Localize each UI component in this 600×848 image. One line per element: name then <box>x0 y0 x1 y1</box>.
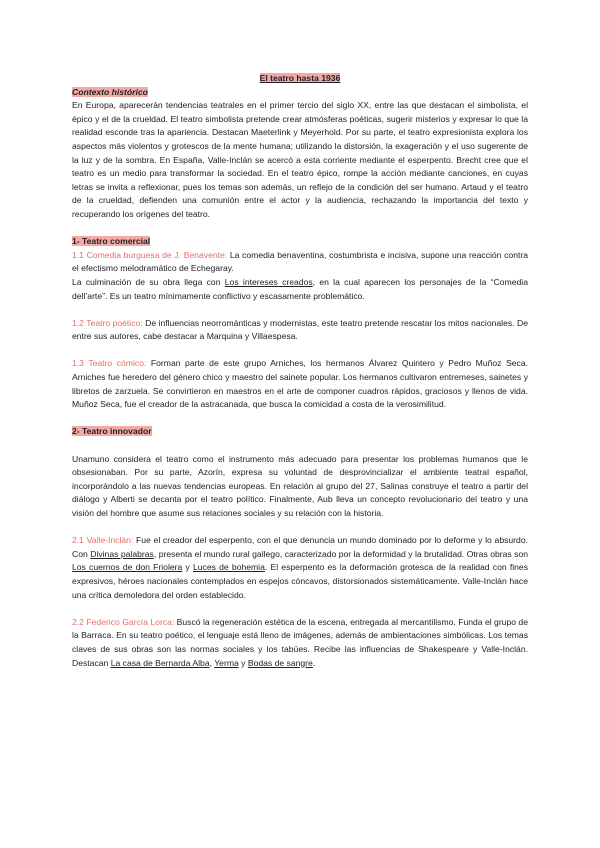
section-commercial-heading: 1- Teatro comercial <box>72 236 151 247</box>
section-innovative-heading: 2- Teatro innovador <box>72 426 152 437</box>
work-title: Los cuernos de don Friolera <box>72 562 183 573</box>
subsection-label: 1.3 Teatro cómico: <box>72 358 147 369</box>
document-title: El teatro hasta 1936 <box>259 73 341 83</box>
work-title: Luces de bohemia <box>193 562 265 573</box>
subsection-comic: 1.3 Teatro cómico: Forman parte de este grupo Arniches, los hermanos Álvarez Quintero y Pedro Muñoz Seca. Arniches fue heredero del género chico y maestro del sainete popular. Los hermanos cultivaron entremeses, sainetes y libretos de zarzuela. Se convirtieron en maestros en el arte de componer cuadros rápidos, graciosos y llenos de vida. Muñoz Seca, fue el creador de la astracanada, que busca la comicidad a costa de la verosimilitud. <box>72 358 528 410</box>
work-title: Divinas palabras <box>90 548 154 559</box>
subsection-label: 2.1 Valle-Inclán: <box>72 535 134 546</box>
subsection-label: 1.2 Teatro poético: <box>72 317 143 328</box>
work-title: Bodas de sangre <box>247 657 313 668</box>
context-heading: Contexto histórico <box>72 86 148 97</box>
benavente-paragraph: La culminación de su obra llega con Los intereses creados, en la cual aparecen los personajes de la “Comedia dell’arte”. Es un teatro mínimamente conflictivo y escasamente problemático. <box>72 276 528 301</box>
work-title: La casa de Bernarda Alba <box>110 657 210 668</box>
subsection-valle-inclan: 2.1 Valle-Inclán: Fue el creador del esperpento, con el que denuncia un mundo dominado por lo deforme y lo absurdo. Con Divinas palabras, presenta el mundo rural gallego, caracterizado por la deformidad y la brutalidad. Otras obras son Los cuernos de don Friolera y Luces de bohemia. El esperpento es la deformación grotesca de la realidad con fines expresivos, héroes nacionales contemplados en espejos cóncavos, distorsionados sistemáticamente. Valle-Inclán hace una crítica demoledora del orden establecido. <box>72 535 529 600</box>
title-block <box>72 72 528 86</box>
document-page <box>72 72 528 670</box>
subsection-label: 2.2 Federico García Lorca: <box>72 616 175 627</box>
subsection-label: 1.1 Comedia burguesa de J. Benavente: <box>72 249 228 260</box>
work-title: Los intereses creados <box>224 276 313 287</box>
work-title: Yerma <box>214 657 239 668</box>
subsection-benavente: 1.1 Comedia burguesa de J. Benavente: La comedia benaventina, costumbrista e incisiva, supone una reacción contra el efectismo melodramático de Echegaray. <box>72 249 529 274</box>
subsection-poetic: 1.2 Teatro poético: De influencias neorrománticas y modernistas, este teatro pretende rescatar los mitos nacionales. De entre sus autores, cabe destacar a Marquina y Villaespesa. <box>72 317 528 342</box>
innovative-intro: Unamuno considera el teatro como el instrumento más adecuado para presentar los problemas humanos que le obsesionaban. Por su parte, Azorín, expresa su voluntad de desprovincializar el ambiente teatral español, incorporándolo a las nuevas tendencias europeas. En relación al grupo del 27, Salinas construye el teatro a partir del diálogo y Alberti se decanta por el teatro político. Finalmente, Aub lleva un concepto revolucionario del teatro y una visión del hombre que asume sus relaciones sociales y su relación con la historia. <box>72 453 528 518</box>
context-paragraph: En Europa, aparecerán tendencias teatrales en el primer tercio del siglo XX, entre las que destacan el simbolista, el épico y el de la crueldad. El teatro simbolista pretende crear atmósferas poéticas, sugerir misterios y expresar lo que la realidad esconde tras la apariencia. Destacan Maeterlink y Meyerhold. Por su parte, el teatro expresionista explora los aspectos más violentos y grotescos de la mente humana; utilizando la distorsión, la exageración y el uso sugerente de la luz y de la sombra. En España, Valle-Inclán se acercó a esta corriente mediante el esperpento. Brecht cree que el teatro es un medio para transformar la sociedad. En el teatro épico, rompe la acción mediante canciones, en cuyas letras se invita a reflexionar, pues los temas son además, un reflejo de la condición del ser humano. Artaud y el teatro de la crueldad, defienden una comunión entre el actor y la audiencia, rechazando la importancia del texto y recuperando los orígenes del teatro. <box>72 100 528 219</box>
subsection-lorca: 2.2 Federico García Lorca: Buscó la regeneración estética de la escena, entregada al mercantilismo. Funda el grupo de la Barraca. En su teatro poético, el lenguaje está lleno de imágenes, además de ambientaciones simbólicas. Los temas claves de sus obras son las normas sociales y los tabúes. Recibe las influencias de Shakespeare y Valle-Inclán. Destacan La casa de Bernarda Alba, Yerma y Bodas de sangre. <box>72 616 528 668</box>
